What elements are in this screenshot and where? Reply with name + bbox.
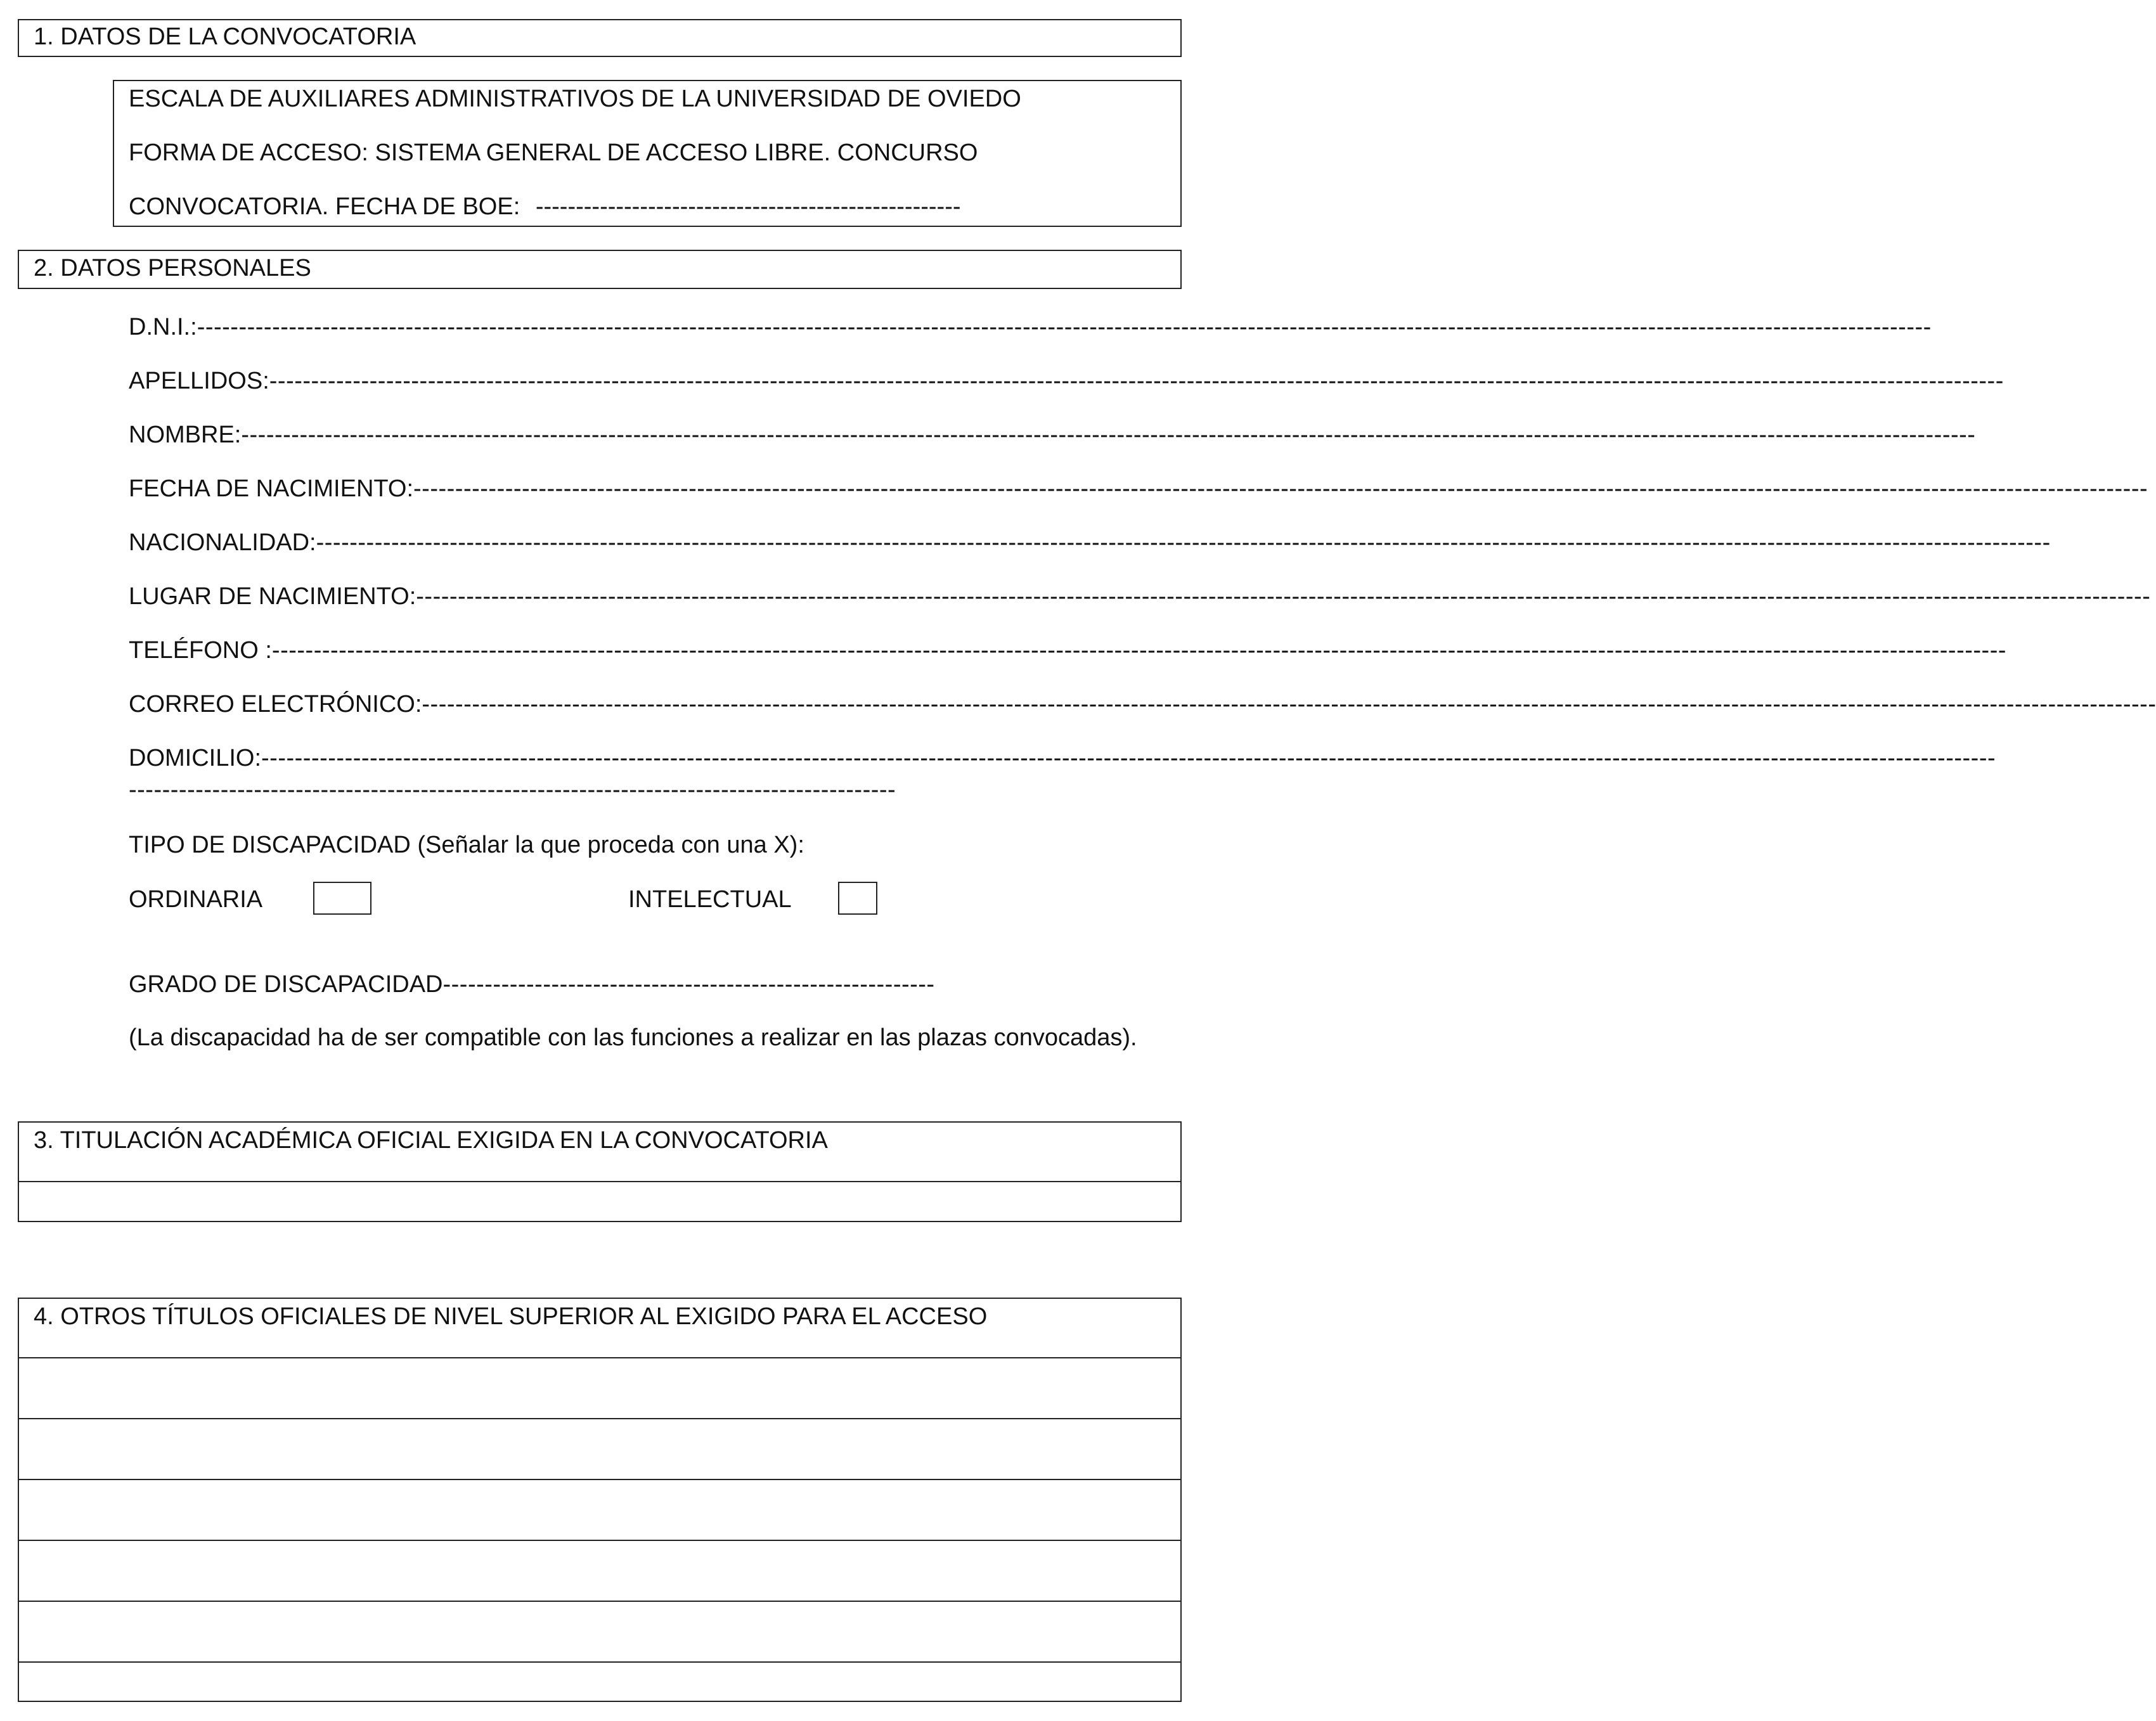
- section4-entry-row[interactable]: [19, 1419, 1180, 1479]
- intelectual-checkbox[interactable]: [838, 882, 877, 915]
- discapacidad-note: (La discapacidad ha de ser compatible con las funciones a realizar en las plazas convocadas).: [129, 1024, 1137, 1051]
- field-fecha-nacimiento[interactable]: [129, 475, 2148, 503]
- field-label: D.N.I.:: [129, 314, 197, 340]
- ordinaria-checkbox[interactable]: [313, 882, 371, 915]
- field-label: FECHA DE NACIMIENTO:: [129, 475, 414, 502]
- field-nombre[interactable]: [129, 421, 1976, 449]
- section3-title: 3. TITULACIÓN ACADÉMICA OFICIAL EXIGIDA EN LA CONVOCATORIA: [34, 1127, 828, 1154]
- field-label: CORREO ELECTRÓNICO:: [129, 691, 422, 718]
- field-blank[interactable]: ----------------------------------------------------------------------------------------------------------------------------------------------------------------------------------------------------------------: [422, 691, 2156, 718]
- field-domicilio[interactable]: [129, 744, 1996, 772]
- fecha-boe-line: [129, 193, 961, 221]
- grado-discapacidad-line[interactable]: [129, 970, 935, 998]
- section2-title: 2. DATOS PERSONALES: [34, 255, 311, 281]
- section3-entry-row[interactable]: [19, 1182, 1180, 1221]
- field-blank[interactable]: ----------------------------------------------------------------------------------------------------------------------------------------------------------------------------------------------------------------: [316, 529, 2051, 556]
- field-apellidos[interactable]: [129, 367, 2004, 395]
- field-blank[interactable]: ----------------------------------------------------------------------------------------------------------------------------------------------------------------------------------------------------------------: [241, 422, 1976, 448]
- grado-label: GRADO DE DISCAPACIDAD: [129, 971, 443, 998]
- field-label: APELLIDOS:: [129, 368, 269, 394]
- field-telefono[interactable]: [129, 636, 2007, 664]
- section4-entry-row[interactable]: [19, 1602, 1180, 1661]
- section4-entry-row[interactable]: [19, 1663, 1180, 1701]
- field-blank[interactable]: ----------------------------------------------------------------------------------------------------------------------------------------------------------------------------------------------------------------: [413, 475, 2148, 502]
- field-lugar-nacimiento[interactable]: [129, 583, 2151, 610]
- domicilio-continuation[interactable]: --------------------------------------------------------------------------------------------: [129, 777, 896, 803]
- field-blank[interactable]: ----------------------------------------------------------------------------------------------------------------------------------------------------------------------------------------------------------------: [269, 368, 2004, 394]
- forma-acceso-line: FORMA DE ACCESO: SISTEMA GENERAL DE ACCESO LIBRE. CONCURSO: [129, 139, 978, 166]
- grado-blank[interactable]: -----------------------------------------------------------: [442, 971, 935, 998]
- intelectual-label: INTELECTUAL: [628, 886, 792, 913]
- section4-title: 4. OTROS TÍTULOS OFICIALES DE NIVEL SUPERIOR AL EXIGIDO PARA EL ACCESO: [34, 1303, 988, 1330]
- ordinaria-label: ORDINARIA: [129, 886, 263, 913]
- fecha-boe-label: CONVOCATORIA. FECHA DE BOE:: [129, 193, 520, 220]
- field-nacionalidad[interactable]: [129, 529, 2051, 557]
- tipo-discapacidad-label: TIPO DE DISCAPACIDAD (Señalar la que proceda con una X):: [129, 832, 804, 858]
- field-dni[interactable]: [129, 313, 1932, 341]
- field-correo[interactable]: [129, 690, 2156, 718]
- field-blank[interactable]: ----------------------------------------------------------------------------------------------------------------------------------------------------------------------------------------------------------------: [261, 745, 1996, 771]
- section4-entry-row[interactable]: [19, 1541, 1180, 1601]
- field-label: NACIONALIDAD:: [129, 529, 316, 556]
- section4-entry-row[interactable]: [19, 1358, 1180, 1418]
- field-blank[interactable]: ----------------------------------------------------------------------------------------------------------------------------------------------------------------------------------------------------------------: [271, 637, 2007, 664]
- section1-title: 1. DATOS DE LA CONVOCATORIA: [34, 23, 416, 50]
- field-label: LUGAR DE NACIMIENTO:: [129, 583, 416, 610]
- field-label: TELÉFONO :: [129, 637, 272, 664]
- field-blank[interactable]: ----------------------------------------------------------------------------------------------------------------------------------------------------------------------------------------------------------------: [197, 314, 1932, 340]
- field-label: NOMBRE:: [129, 422, 242, 448]
- field-blank[interactable]: ----------------------------------------------------------------------------------------------------------------------------------------------------------------------------------------------------------------: [416, 583, 2151, 610]
- fecha-boe-blank[interactable]: -----------------------------------------------------: [535, 193, 961, 220]
- field-label: DOMICILIO:: [129, 745, 262, 771]
- escala-line: ESCALA DE AUXILIARES ADMINISTRATIVOS DE LA UNIVERSIDAD DE OVIEDO: [129, 86, 1021, 112]
- section4-entry-row[interactable]: [19, 1480, 1180, 1540]
